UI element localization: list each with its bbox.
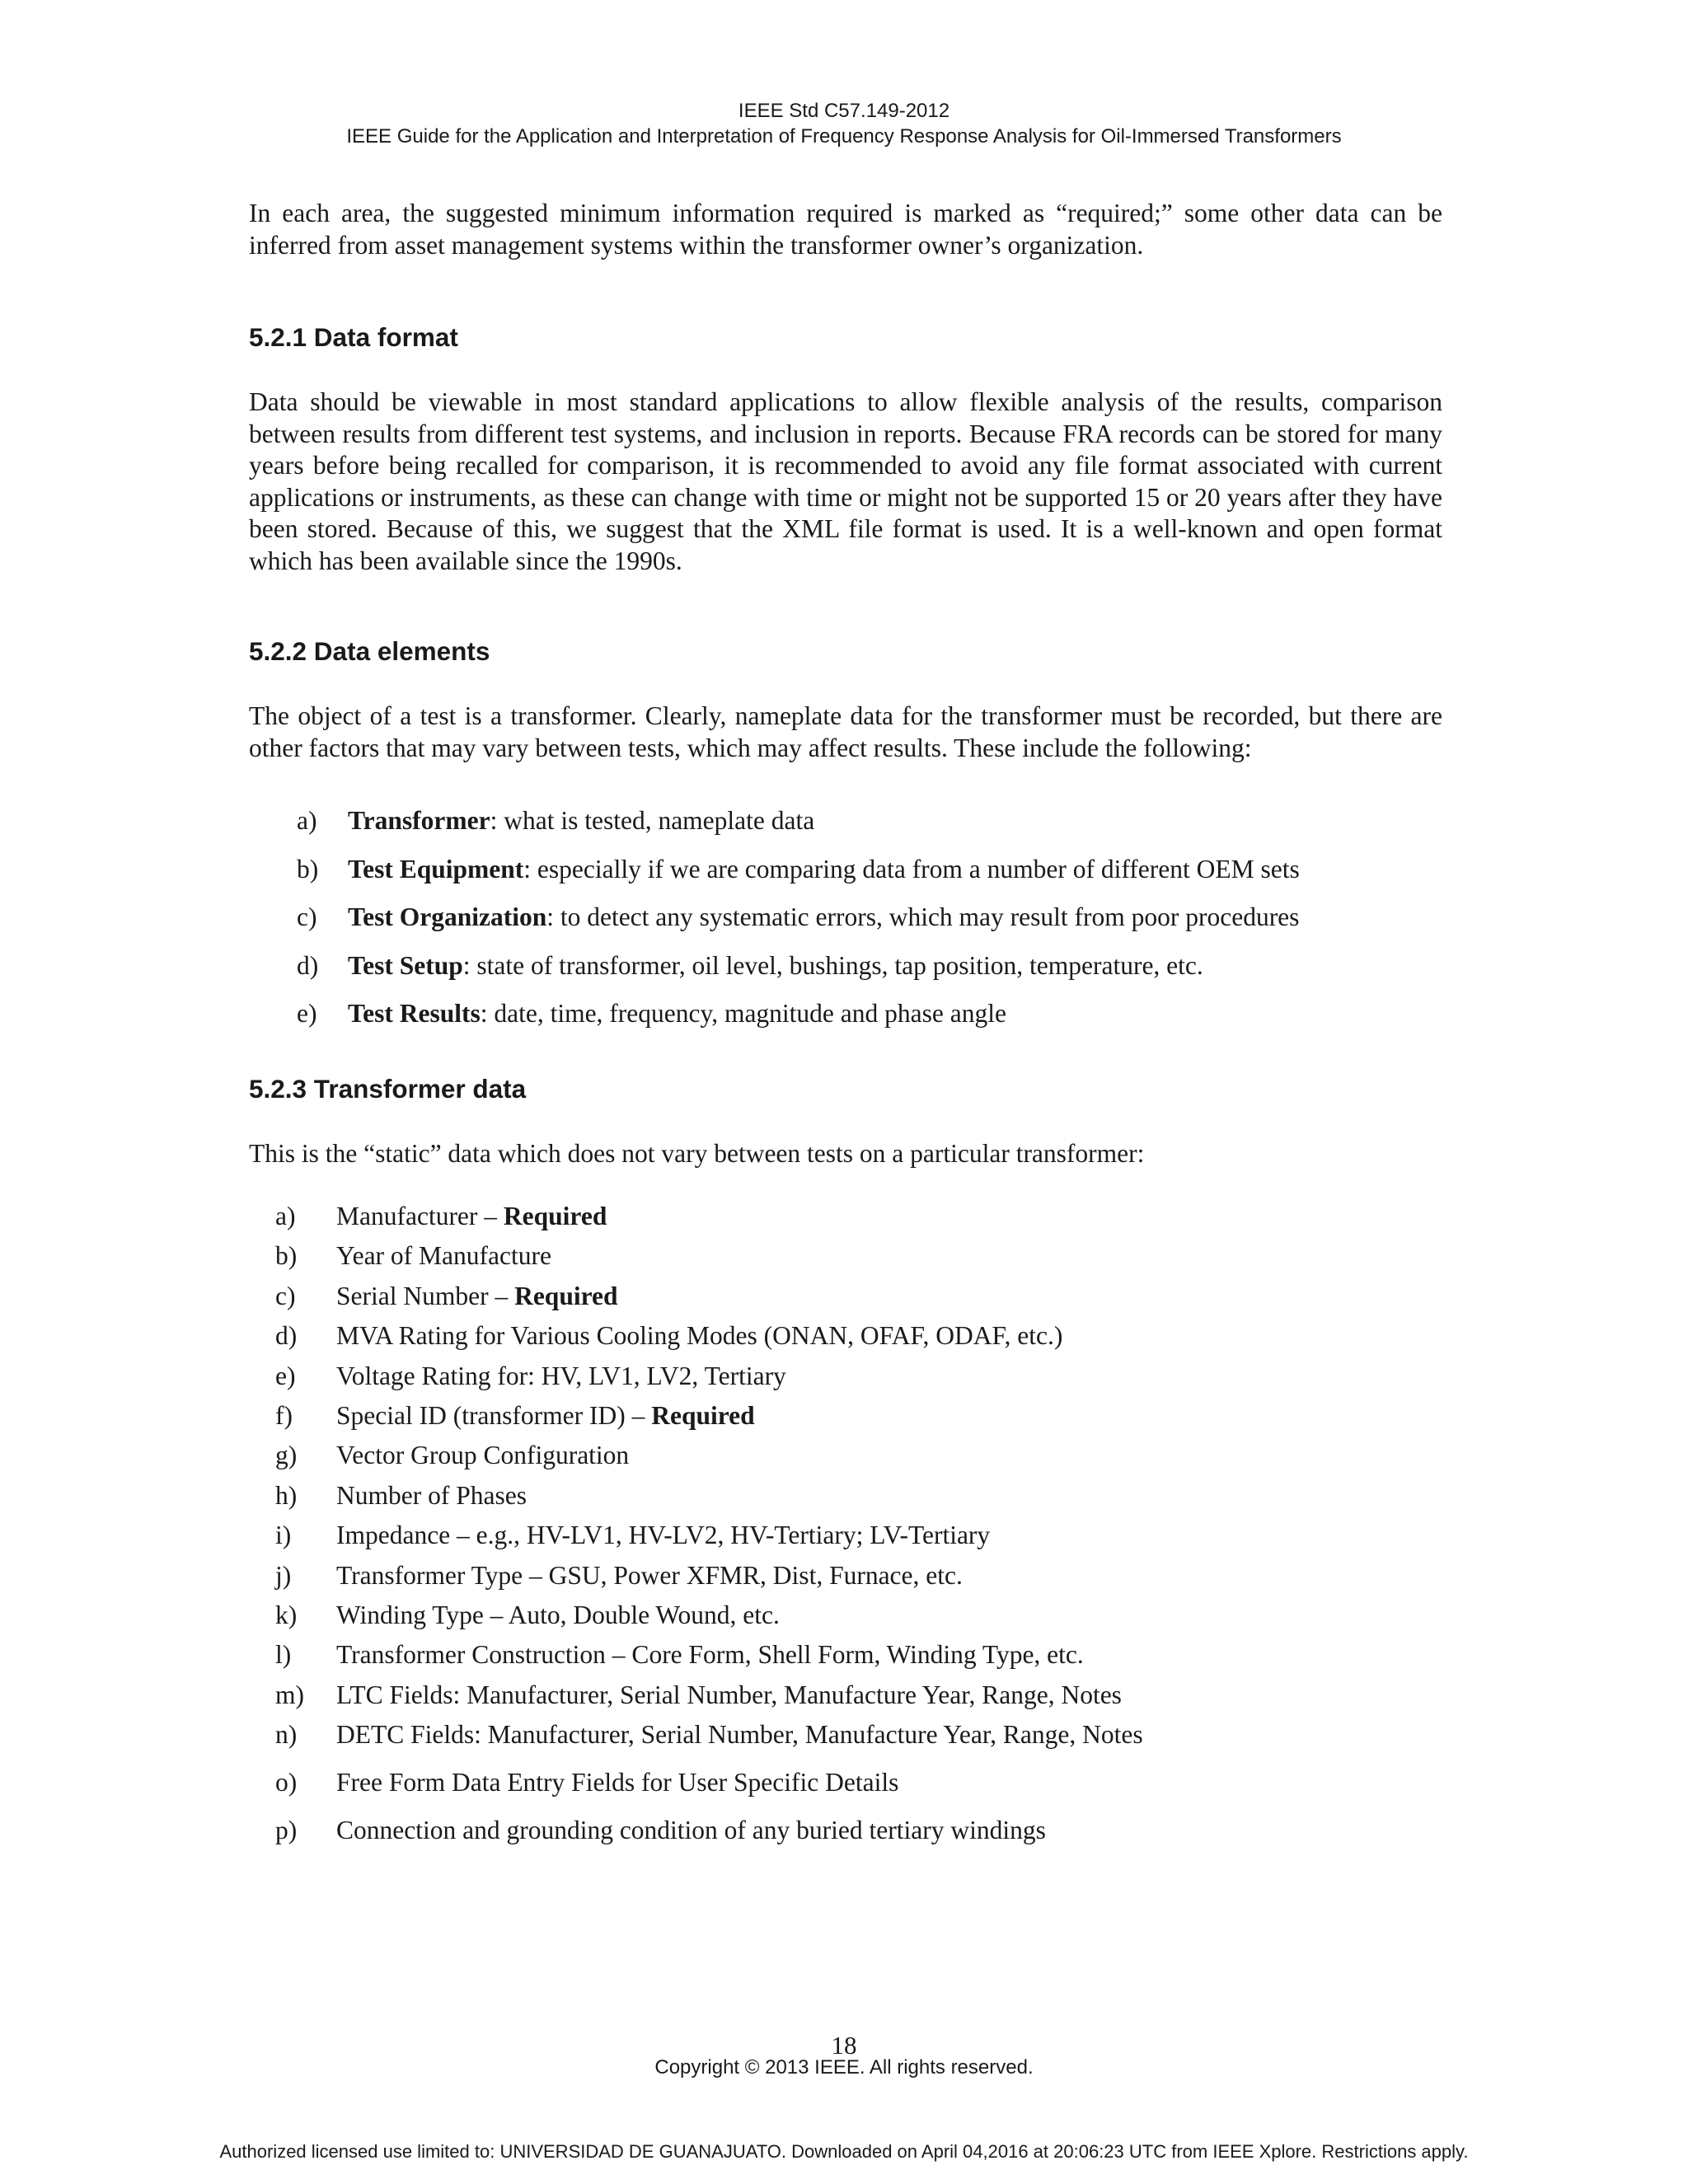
section-5-2-3-heading: 5.2.3 Transformer data <box>249 1074 527 1104</box>
section-5-2-3-paragraph: This is the “static” data which does not vary between tests on a particular transformer: <box>249 1139 1145 1168</box>
header-document-title: IEEE Guide for the Application and Interpretation of Frequency Response Analysis for Oil-Immersed Transformers <box>346 125 1342 148</box>
section-5-2-1-paragraph: Data should be viewable in most standard applications to allow flexible analysis of the results, comparison between results from different test systems, and inclusion in reports. Because FRA records can be stored for many years before being recalled for comparison, it is recommended to avoid any file format associated with current applications or instruments, as these can change with time or might not be supported 15 or 20 years after they have been stored. Because of this, we suggest that the XML file format is used. It is a well-known and open format which has been available since the 1990s. <box>249 387 1442 575</box>
header-standard-number: IEEE Std C57.149-2012 <box>738 100 950 122</box>
document-page: IEEE Std C57.149-2012 IEEE Guide for the Application and Interpretation of Frequency Response Analysis for Oil-Immersed Transformers In each area, the suggested minimum information required is marked as “required;” some other data can be inferred from asset management systems within the transformer owner’s organization. 5.2.1 Data format Data should be viewable in most standard applications to allow flexible analysis of the results, comparison between results from different test systems, and inclusion in reports. Because FRA records can be stored for many years before being recalled for comparison, it is recommended to avoid any file format associated with current applications or instruments, as these can change with time or might not be supported 15 or 20 years after they have been stored. Because of this, we suggest that the XML file format is used. It is a well-known and open format which has been available since the 1990s. 5.2.2 Data elements The object of a test is a transformer. Clearly, nameplate data for the transformer must be recorded, but there are other factors that may vary between tests, which may affect results. These include the following: a) Transformer: what is tested, nameplate data b) Test Equipment: especially if we are comparing data from a number of different OEM sets c) Test Organization: to detect any systematic errors, which may result from poor procedures d) Test Setup: state of transformer, oil level, bushings, tap position, temperature, etc. e) Test Results: date, time, frequency, magnitude and phase angle 5.2.3 Transformer data This is the “static” data which does not vary between tests on a particular transformer: a) Manufacturer – Required b) Year of Manufacture c) Serial Number – Required d) MVA Rating for Various Cooling Modes (ONAN, OFAF, ODAF, etc.) e) Voltage Rating for: HV, LV1, LV2, Tertiary f) Special ID (transformer ID) – Required g) Vector Group Configuration h) Number of Phases i) Impedance – e.g., HV-LV1, HV-LV2, HV-Tertiary; LV-Tertiary j) Transformer Type – GSU, Power XFMR, Dist, Furnace, etc. k) Winding Type – Auto, Double Wound, etc. l) Transformer Construction – Core Form, Shell Form, Winding Type, etc. m) LTC Fields: Manufacturer, Serial Number, Manufacture Year, Range, Notes n) DETC Fields: Manufacturer, Serial Number, Manufacture Year, Range, Notes o) Free Form Data Entry Fields for User Specific Details p) Connection and grounding condition of any buried tertiary windings 18 Copyright © 2013 IEEE. All rights reserved. Authorized licensed use limited to: UNIVERSIDAD DE GUANAJUATO. Downloaded on April 04,2016 at 20:06:23 UTC from IEEE Xplore. Restrictions apply. <box>0 0 1688 2184</box>
section-5-2-2-paragraph: The object of a test is a transformer. Clearly, nameplate data for the transformer must be recorded, but there are other factors that may vary between tests, which may affect results. These include the following: <box>249 701 1442 762</box>
copyright-notice: Copyright © 2013 IEEE. All rights reserved. <box>654 2056 1034 2079</box>
license-notice: Authorized licensed use limited to: UNIVERSIDAD DE GUANAJUATO. Downloaded on April 04,2016 at 20:06:23 UTC from IEEE Xplore. Restrictions apply. <box>219 2141 1469 2162</box>
intro-paragraph: In each area, the suggested minimum information required is marked as “required;” some other data can be inferred from asset management systems within the transformer owner’s organization. <box>249 199 1442 260</box>
section-5-2-1-heading: 5.2.1 Data format <box>249 322 458 352</box>
page-number: 18 <box>831 2031 857 2060</box>
section-5-2-2-heading: 5.2.2 Data elements <box>249 636 490 666</box>
